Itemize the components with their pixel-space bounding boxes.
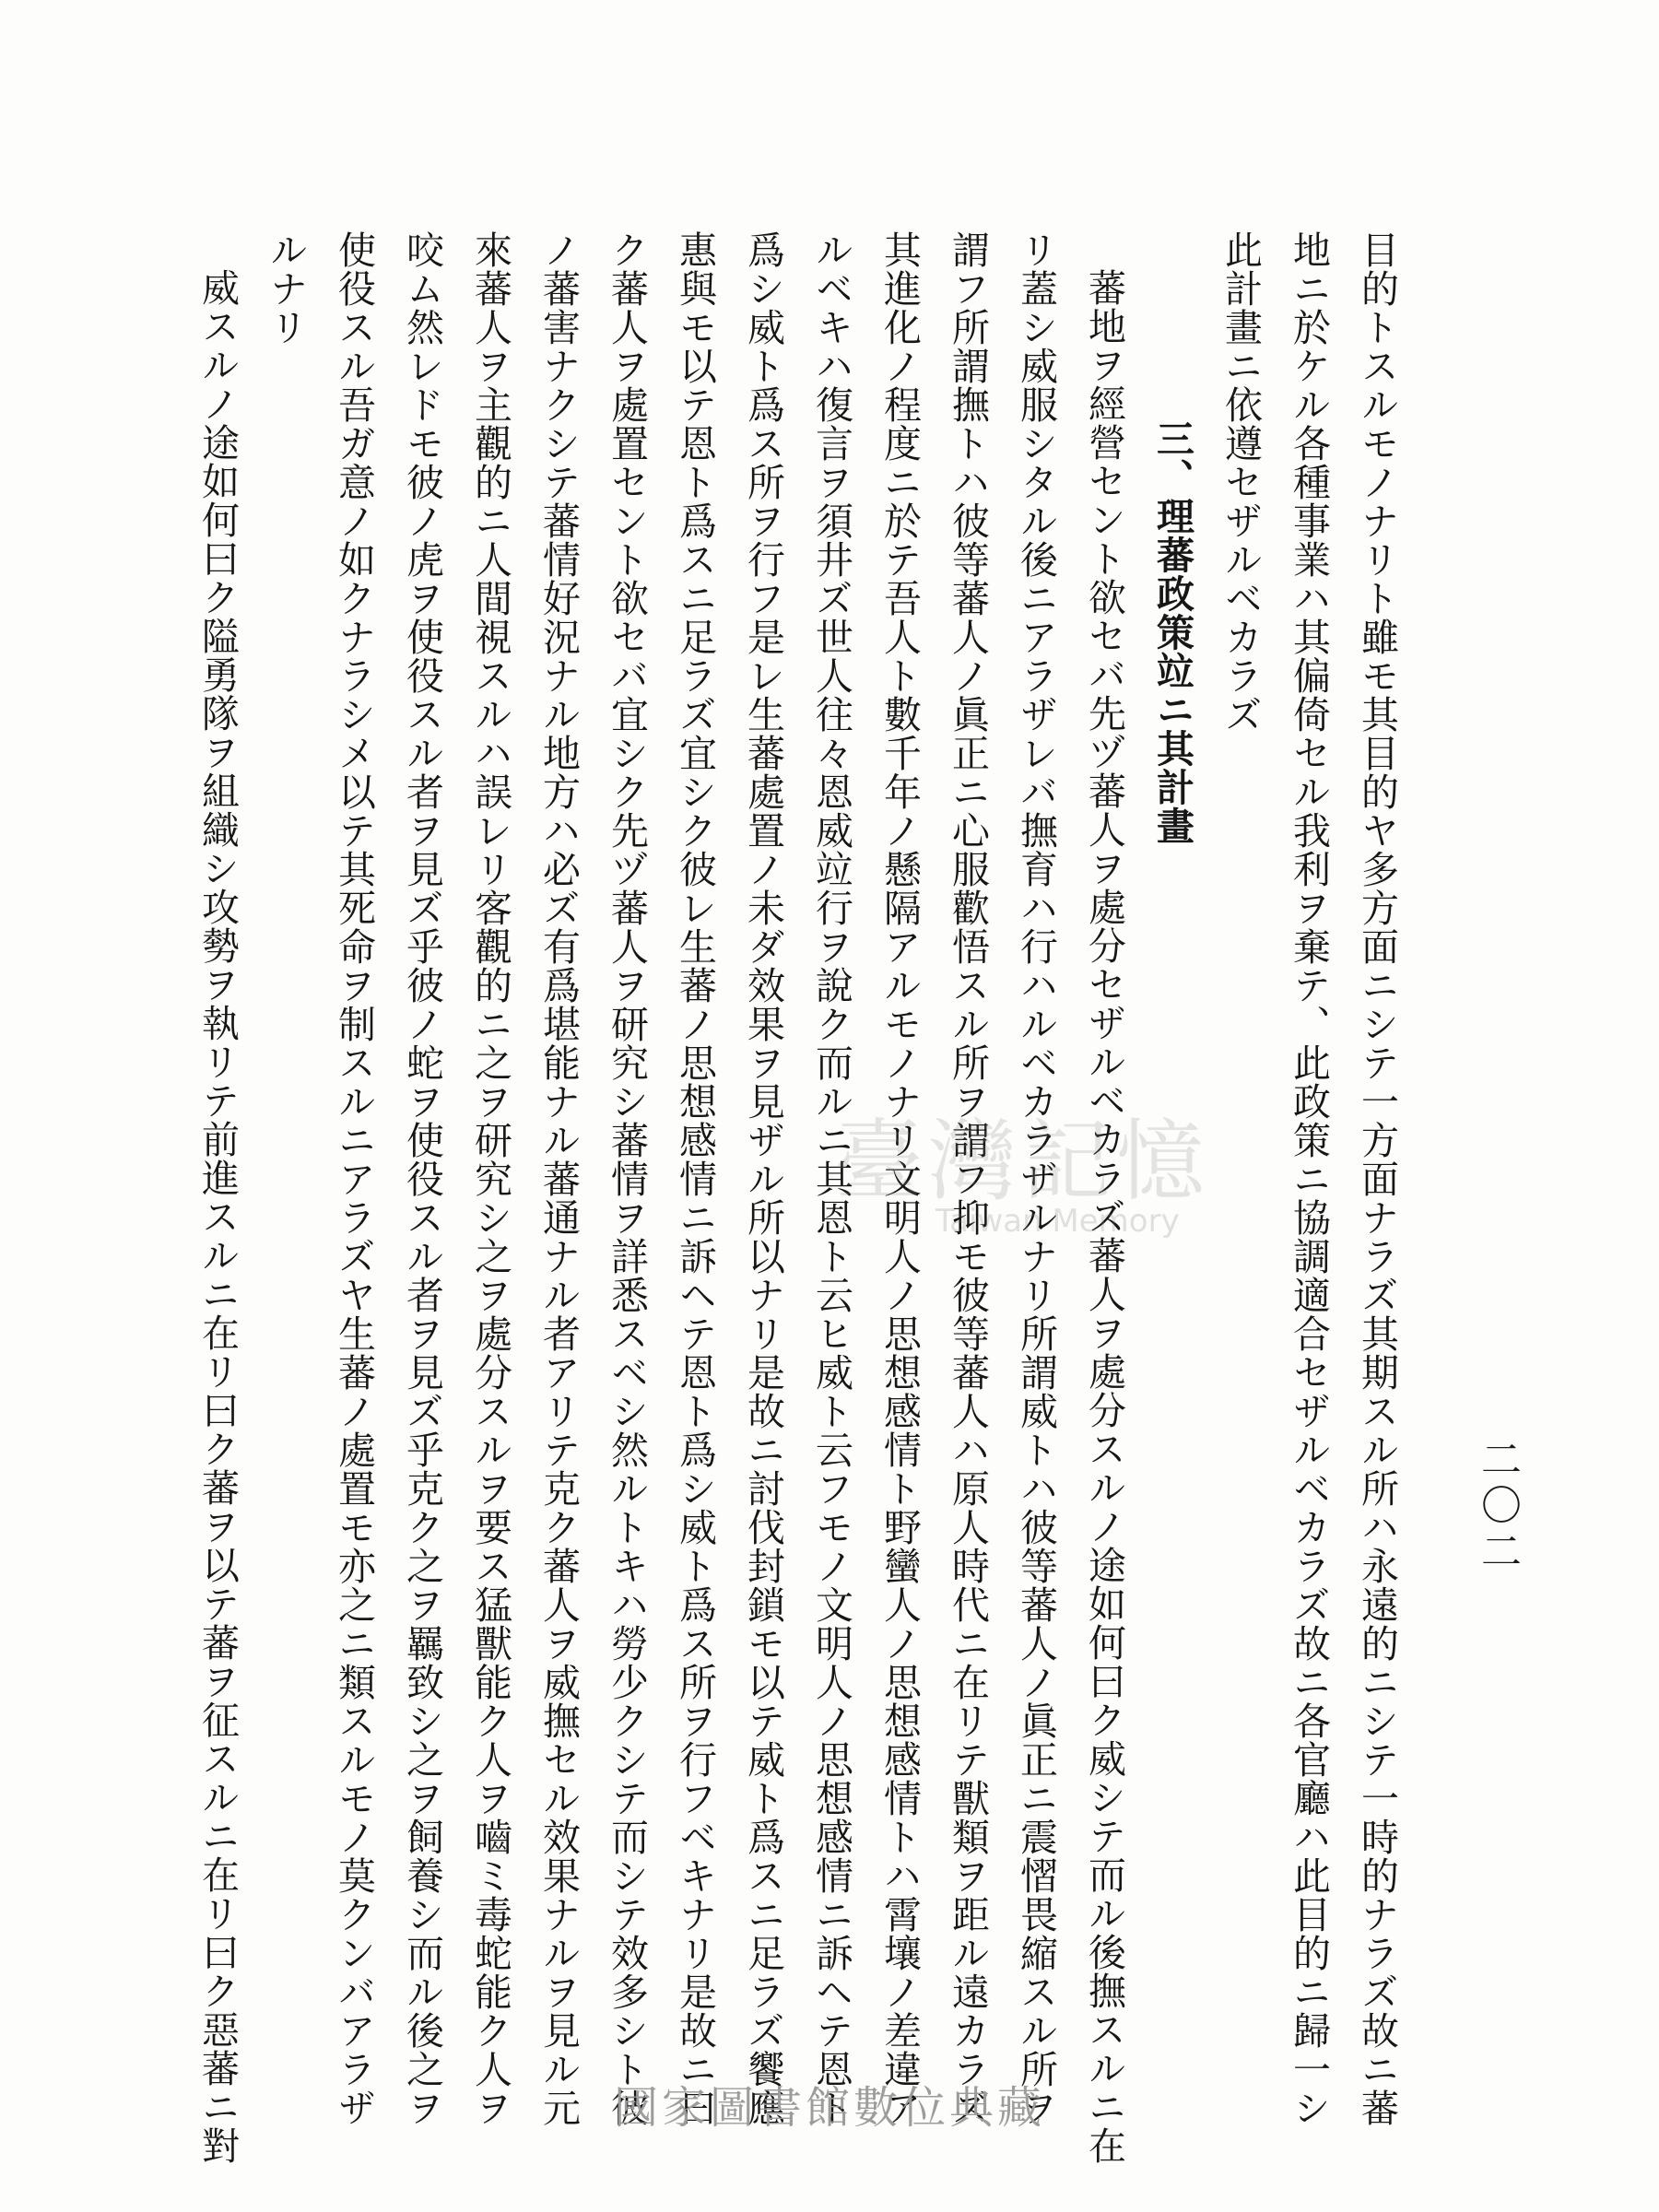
footer-credit: 國家圖書館數位典藏	[613, 2082, 1045, 2134]
text-column: 威スルノ途如何曰ク隘勇隊ヲ組織シ攻勢ヲ執リテ前進スルニ在リ曰ク蕃ヲ以テ蕃ヲ征スルニ在リ曰ク惡蕃ニ對	[195, 268, 240, 2165]
text-column: 惠與モ以テ恩ト爲スニ足ラズ宜シク彼レ生蕃ノ思想感情ニ訴ヘテ恩ト爲シ威ト爲ス所ヲ行フベキナリ是故ニ曰	[673, 230, 717, 2127]
text-column: 蕃地ヲ經營セント欲セバ先ヅ蕃人ヲ處分セザルベカラズ蕃人ヲ處分スルノ途如何曰ク威シテ而ル後撫スルニ在	[1082, 268, 1126, 2165]
text-column: 爲シ威ト爲ス所ヲ行フ是レ生蕃處置ノ未ダ效果ヲ見ザル所以ナリ是故ニ討伐封鎖モ以テ威ト爲スニ足ラズ饗應	[741, 230, 785, 2127]
text-column: 目的トスルモノナリト雖モ其目的ヤ多方面ニシテ一方面ナラズ其期スル所ハ永遠的ニシテ一時的ナラズ故ニ蕃	[1355, 230, 1399, 2127]
text-column: ルナリ	[264, 230, 308, 347]
watermark-logo-text: 臺灣記憶	[834, 1110, 1210, 1213]
text-column: 地ニ於ケル各種事業ハ其偏倚セル我利ヲ棄テ、此政策ニ協調適合セザルベカラズ故ニ各官廳ハ此目的ニ歸一シ	[1287, 230, 1331, 2127]
page-number: 二〇二	[1474, 1438, 1521, 1576]
text-column: ク蕃人ヲ處置セント欲セバ宜シク先ヅ蕃人ヲ研究シ蕃情ヲ詳悉スベシ然ルトキハ勞少クシテ而シテ效多シト彼	[605, 230, 649, 2127]
text-column: 使役スル吾ガ意ノ如クナラシメ以テ其死命ヲ制スルニアラズヤ生蕃ノ處置モ亦之ニ類スルモノ莫クンバアラザ	[332, 230, 376, 2127]
text-column: 咬ム然レドモ彼ノ虎ヲ使役スル者ヲ見ズ乎彼ノ蛇ヲ使役スル者ヲ見ズ乎克ク之ヲ羈致シ之ヲ飼養シ而ル後之ヲ	[400, 230, 444, 2127]
text-column: 其進化ノ程度ニ於テ吾人ト數千年ノ懸隔アルモノナリ文明人ノ思想感情ト野蠻人ノ思想感情トハ霄壤ノ差違ア	[877, 230, 922, 2127]
text-column: リ蓋シ威服シタル後ニアラザレバ撫育ハ行ハルベカラザルナリ所謂威トハ彼等蕃人ノ眞正ニ震慴畏縮スル所ヲ	[1014, 230, 1058, 2127]
text-column: ルベキハ復言ヲ須井ズ世人往々恩威竝行ヲ說ク而ルニ其恩ト云ヒ威ト云フモノ文明人ノ思想感情ニ訴ヘテ恩ト	[809, 230, 853, 2127]
text-column: 來蕃人ヲ主觀的ニ人間視スルハ誤レリ客觀的ニ之ヲ研究シ之ヲ處分スルヲ要ス猛獸能ク人ヲ嚙ミ毒蛇能ク人ヲ	[468, 230, 512, 2127]
section-heading: 三、理蕃政策竝ニ其計畫	[1150, 419, 1194, 845]
watermark-subtitle: Taiwan Memory	[935, 1203, 1180, 1240]
text-column: ノ蕃害ナクシテ蕃情好況ナル地方ハ必ズ有爲堪能ナル蕃通ナル者アリテ克ク蕃人ヲ威撫セル效果ナルヲ見ル元	[536, 230, 581, 2127]
text-column: 此計畫ニ依遵セザルベカラズ	[1218, 230, 1263, 734]
text-column: 謂フ所謂撫トハ彼等蕃人ノ眞正ニ心服歡悟スル所ヲ謂フ抑モ彼等蕃人ハ原人時代ニ在リテ獸類ヲ距ル遠カラズ	[946, 230, 990, 2127]
